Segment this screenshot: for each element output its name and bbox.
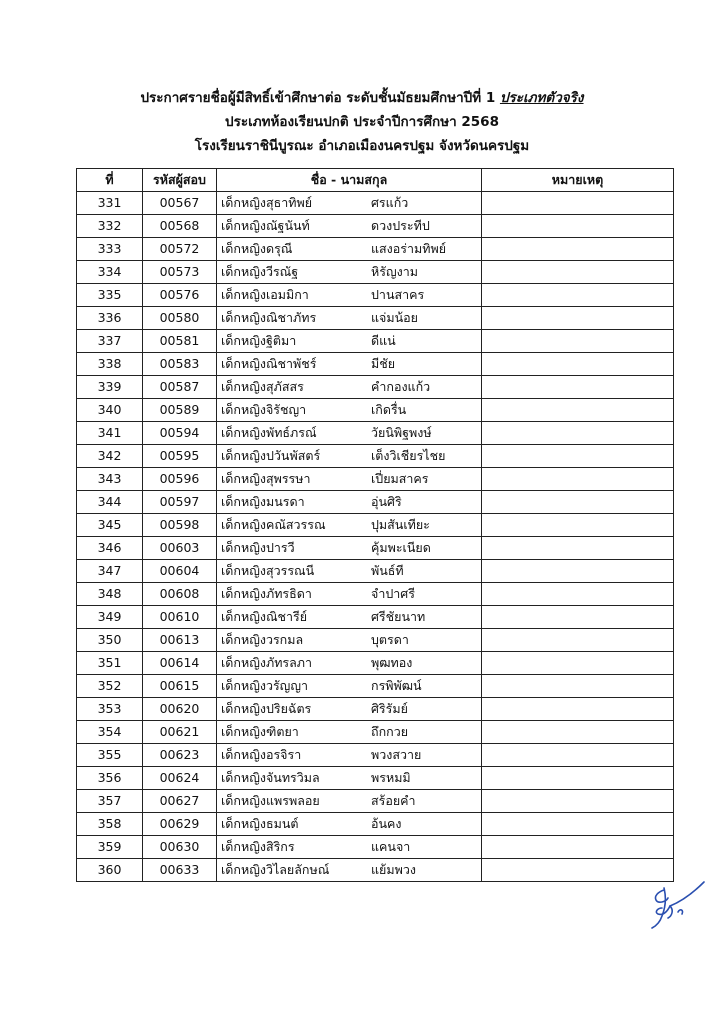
student-name bbox=[217, 721, 482, 744]
table-row bbox=[77, 330, 674, 353]
last-name: พันธ์ที bbox=[371, 563, 404, 578]
first-name: เด็กหญิงวิไลยลักษณ์ bbox=[221, 862, 330, 877]
table-row bbox=[77, 698, 674, 721]
row-number: 340 bbox=[77, 399, 143, 422]
row-number: 334 bbox=[77, 261, 143, 284]
last-name: สร้อยคำ bbox=[371, 793, 416, 808]
table-row bbox=[77, 514, 674, 537]
remark-cell bbox=[482, 698, 674, 721]
student-name bbox=[217, 307, 482, 330]
first-name: เด็กหญิงธมนต์ bbox=[221, 816, 299, 831]
remark-cell bbox=[482, 491, 674, 514]
exam-id: 00589 bbox=[143, 399, 217, 422]
last-name: วัยนิพิฐพงษ์ bbox=[371, 425, 432, 440]
first-name: เด็กหญิงณิชาภัทร bbox=[221, 310, 317, 325]
remark-cell bbox=[482, 399, 674, 422]
last-name: ปุมสันเทียะ bbox=[371, 517, 430, 532]
remark-cell bbox=[482, 813, 674, 836]
student-name bbox=[217, 192, 482, 215]
row-number: 352 bbox=[77, 675, 143, 698]
last-name: แคนจา bbox=[371, 839, 411, 854]
row-number: 358 bbox=[77, 813, 143, 836]
student-name bbox=[217, 445, 482, 468]
row-number: 331 bbox=[77, 192, 143, 215]
first-name: เด็กหญิงจันทรวิมล bbox=[221, 770, 320, 785]
student-name bbox=[217, 583, 482, 606]
remark-cell bbox=[482, 192, 674, 215]
document-header bbox=[0, 86, 724, 158]
remark-cell bbox=[482, 330, 674, 353]
remark-cell bbox=[482, 215, 674, 238]
last-name: หิรัญงาม bbox=[371, 264, 418, 279]
last-name: เปี่ยมสาคร bbox=[371, 471, 429, 486]
row-number: 349 bbox=[77, 606, 143, 629]
title-line-2: ประเภทห้องเรียนปกติ ประจำปีการศึกษา 2568 bbox=[225, 114, 499, 130]
exam-id: 00596 bbox=[143, 468, 217, 491]
row-number: 335 bbox=[77, 284, 143, 307]
row-number: 332 bbox=[77, 215, 143, 238]
table-row bbox=[77, 790, 674, 813]
exam-id: 00629 bbox=[143, 813, 217, 836]
table-row bbox=[77, 284, 674, 307]
exam-id: 00594 bbox=[143, 422, 217, 445]
row-number: 337 bbox=[77, 330, 143, 353]
student-name bbox=[217, 261, 482, 284]
remark-cell bbox=[482, 790, 674, 813]
row-number: 355 bbox=[77, 744, 143, 767]
exam-id: 00567 bbox=[143, 192, 217, 215]
table-row bbox=[77, 629, 674, 652]
last-name: ถึกกวย bbox=[371, 724, 409, 739]
last-name: บุตรดา bbox=[371, 632, 409, 647]
table-row bbox=[77, 583, 674, 606]
student-name bbox=[217, 629, 482, 652]
exam-id: 00581 bbox=[143, 330, 217, 353]
table-row bbox=[77, 192, 674, 215]
first-name: เด็กหญิงปริยฉัตร bbox=[221, 701, 312, 716]
row-number: 359 bbox=[77, 836, 143, 859]
exam-id: 00627 bbox=[143, 790, 217, 813]
first-name: เด็กหญิงแพรพลอย bbox=[221, 793, 320, 808]
col-header-no: ที่ bbox=[77, 169, 143, 192]
remark-cell bbox=[482, 629, 674, 652]
first-name: เด็กหญิงสุวรรณนี bbox=[221, 563, 315, 578]
first-name: เด็กหญิงภัทรธิดา bbox=[221, 586, 312, 601]
remark-cell bbox=[482, 468, 674, 491]
exam-id: 00614 bbox=[143, 652, 217, 675]
first-name: เด็กหญิงสุธาทิพย์ bbox=[221, 195, 313, 210]
row-number: 336 bbox=[77, 307, 143, 330]
student-name bbox=[217, 790, 482, 813]
title-line-1 bbox=[0, 86, 724, 110]
student-name bbox=[217, 836, 482, 859]
row-number: 333 bbox=[77, 238, 143, 261]
table-row bbox=[77, 813, 674, 836]
title-main: ประกาศรายชื่อผู้มีสิทธิ์เข้าศึกษาต่อ ระดับชั้นมัธยมศึกษาปีที่ 1 bbox=[140, 90, 500, 106]
last-name: แสงอร่ามทิพย์ bbox=[371, 241, 447, 256]
exam-id: 00624 bbox=[143, 767, 217, 790]
remark-cell bbox=[482, 583, 674, 606]
table-row bbox=[77, 422, 674, 445]
remark-cell bbox=[482, 721, 674, 744]
exam-id: 00572 bbox=[143, 238, 217, 261]
signature-mark bbox=[644, 876, 712, 932]
first-name: เด็กหญิงวีรณัฐ bbox=[221, 264, 299, 279]
last-name: แย้มพวง bbox=[371, 862, 416, 877]
table-header-row bbox=[77, 169, 674, 192]
student-name bbox=[217, 744, 482, 767]
student-name bbox=[217, 652, 482, 675]
table-row bbox=[77, 675, 674, 698]
last-name: ปานสาคร bbox=[371, 287, 425, 302]
row-number: 343 bbox=[77, 468, 143, 491]
exam-id: 00573 bbox=[143, 261, 217, 284]
row-number: 344 bbox=[77, 491, 143, 514]
table-row bbox=[77, 399, 674, 422]
table-row bbox=[77, 468, 674, 491]
remark-cell bbox=[482, 445, 674, 468]
row-number: 339 bbox=[77, 376, 143, 399]
exam-id: 00623 bbox=[143, 744, 217, 767]
first-name: เด็กหญิงภัทรลภา bbox=[221, 655, 313, 670]
remark-cell bbox=[482, 675, 674, 698]
student-name bbox=[217, 491, 482, 514]
table-row bbox=[77, 560, 674, 583]
remark-cell bbox=[482, 537, 674, 560]
table-row bbox=[77, 307, 674, 330]
table-row bbox=[77, 376, 674, 399]
last-name: เต็งวิเชียรไชย bbox=[371, 448, 446, 463]
last-name: คำกองแก้ว bbox=[371, 379, 431, 394]
remark-cell bbox=[482, 261, 674, 284]
remark-cell bbox=[482, 376, 674, 399]
remark-cell bbox=[482, 652, 674, 675]
remark-cell bbox=[482, 767, 674, 790]
exam-id: 00608 bbox=[143, 583, 217, 606]
exam-id: 00603 bbox=[143, 537, 217, 560]
row-number: 354 bbox=[77, 721, 143, 744]
first-name: เด็กหญิงฐิติมา bbox=[221, 333, 297, 348]
row-number: 360 bbox=[77, 859, 143, 882]
first-name: เด็กหญิงปารวี bbox=[221, 540, 295, 555]
first-name: เด็กหญิงสุภัสสร bbox=[221, 379, 304, 394]
row-number: 341 bbox=[77, 422, 143, 445]
exam-id: 00597 bbox=[143, 491, 217, 514]
student-name bbox=[217, 813, 482, 836]
exam-id: 00583 bbox=[143, 353, 217, 376]
remark-cell bbox=[482, 836, 674, 859]
student-name bbox=[217, 215, 482, 238]
table-row bbox=[77, 859, 674, 882]
remark-cell bbox=[482, 307, 674, 330]
student-name bbox=[217, 606, 482, 629]
first-name: เด็กหญิงอรจิรา bbox=[221, 747, 302, 762]
first-name: เด็กหญิงฑิตยา bbox=[221, 724, 299, 739]
last-name: ดีแน่ bbox=[371, 333, 396, 348]
exam-id: 00598 bbox=[143, 514, 217, 537]
exam-id: 00595 bbox=[143, 445, 217, 468]
last-name: ศิริรัมย์ bbox=[371, 701, 408, 716]
table-row bbox=[77, 491, 674, 514]
last-name: พวงสวาย bbox=[371, 747, 422, 762]
first-name: เด็กหญิงจิรัชญา bbox=[221, 402, 307, 417]
last-name: อุ่นศิริ bbox=[371, 494, 402, 509]
exam-id: 00620 bbox=[143, 698, 217, 721]
row-number: 356 bbox=[77, 767, 143, 790]
last-name: จำปาศรี bbox=[371, 586, 415, 601]
remark-cell bbox=[482, 422, 674, 445]
student-name bbox=[217, 514, 482, 537]
exam-id: 00610 bbox=[143, 606, 217, 629]
last-name: คุ้มพะเนียด bbox=[371, 540, 431, 555]
row-number: 357 bbox=[77, 790, 143, 813]
student-name bbox=[217, 238, 482, 261]
admission-list-table bbox=[76, 168, 674, 882]
first-name: เด็กหญิงณิชารีย์ bbox=[221, 609, 308, 624]
first-name: เด็กหญิงวรกมล bbox=[221, 632, 304, 647]
first-name: เด็กหญิงดรุณี bbox=[221, 241, 293, 256]
last-name: พรหมมิ bbox=[371, 770, 411, 785]
row-number: 350 bbox=[77, 629, 143, 652]
table-row bbox=[77, 606, 674, 629]
last-name: ศรแก้ว bbox=[371, 195, 409, 210]
col-header-exam-id: รหัสผู้สอบ bbox=[143, 169, 217, 192]
student-name bbox=[217, 284, 482, 307]
remark-cell bbox=[482, 744, 674, 767]
first-name: เด็กหญิงพัทธ์ภรณ์ bbox=[221, 425, 317, 440]
first-name: เด็กหญิงณิชาพัชร์ bbox=[221, 356, 317, 371]
exam-id: 00568 bbox=[143, 215, 217, 238]
title-type: ประเภทตัวจริง bbox=[499, 90, 584, 106]
first-name: เด็กหญิงวรัญญา bbox=[221, 678, 309, 693]
exam-id: 00621 bbox=[143, 721, 217, 744]
col-header-name: ชื่อ - นามสกุล bbox=[217, 169, 482, 192]
last-name: มีชัย bbox=[371, 356, 396, 371]
row-number: 342 bbox=[77, 445, 143, 468]
last-name: อ้นคง bbox=[371, 816, 402, 831]
exam-id: 00587 bbox=[143, 376, 217, 399]
exam-id: 00633 bbox=[143, 859, 217, 882]
student-name bbox=[217, 399, 482, 422]
row-number: 345 bbox=[77, 514, 143, 537]
table-row bbox=[77, 537, 674, 560]
last-name: แจ่มน้อย bbox=[371, 310, 418, 325]
row-number: 351 bbox=[77, 652, 143, 675]
remark-cell bbox=[482, 560, 674, 583]
row-number: 338 bbox=[77, 353, 143, 376]
first-name: เด็กหญิงปวันพัสตร์ bbox=[221, 448, 321, 463]
table-body bbox=[77, 192, 674, 882]
remark-cell bbox=[482, 284, 674, 307]
first-name: เด็กหญิงมนรดา bbox=[221, 494, 305, 509]
exam-id: 00580 bbox=[143, 307, 217, 330]
last-name: ศรีชัยนาท bbox=[371, 609, 426, 624]
student-name bbox=[217, 376, 482, 399]
student-name bbox=[217, 330, 482, 353]
student-name bbox=[217, 468, 482, 491]
first-name: เด็กหญิงคณัสวรรณ bbox=[221, 517, 326, 532]
student-name bbox=[217, 859, 482, 882]
table-row bbox=[77, 215, 674, 238]
first-name: เด็กหญิงสุพรรษา bbox=[221, 471, 311, 486]
table-row bbox=[77, 261, 674, 284]
first-name: เด็กหญิงเอมมิกา bbox=[221, 287, 309, 302]
student-name bbox=[217, 767, 482, 790]
last-name: ดวงประทีป bbox=[371, 218, 430, 233]
table-row bbox=[77, 836, 674, 859]
student-name bbox=[217, 698, 482, 721]
exam-id: 00615 bbox=[143, 675, 217, 698]
table-row bbox=[77, 767, 674, 790]
table-row bbox=[77, 353, 674, 376]
row-number: 348 bbox=[77, 583, 143, 606]
remark-cell bbox=[482, 514, 674, 537]
table-row bbox=[77, 721, 674, 744]
remark-cell bbox=[482, 238, 674, 261]
last-name: เกิดรื่น bbox=[371, 402, 407, 417]
first-name: เด็กหญิงณัฐนันท์ bbox=[221, 218, 310, 233]
student-name bbox=[217, 537, 482, 560]
remark-cell bbox=[482, 353, 674, 376]
remark-cell bbox=[482, 606, 674, 629]
exam-id: 00576 bbox=[143, 284, 217, 307]
table-row bbox=[77, 445, 674, 468]
col-header-remark: หมายเหตุ bbox=[482, 169, 674, 192]
exam-id: 00630 bbox=[143, 836, 217, 859]
last-name: กรพิพัฒน์ bbox=[371, 678, 422, 693]
row-number: 353 bbox=[77, 698, 143, 721]
title-line-3: โรงเรียนราชินีบูรณะ อำเภอเมืองนครปฐม จังหวัดนครปฐม bbox=[194, 138, 530, 154]
student-name bbox=[217, 675, 482, 698]
student-name bbox=[217, 353, 482, 376]
student-name bbox=[217, 422, 482, 445]
exam-id: 00604 bbox=[143, 560, 217, 583]
table-row bbox=[77, 652, 674, 675]
table-row bbox=[77, 744, 674, 767]
first-name: เด็กหญิงสิริกร bbox=[221, 839, 295, 854]
table-row bbox=[77, 238, 674, 261]
row-number: 347 bbox=[77, 560, 143, 583]
exam-id: 00613 bbox=[143, 629, 217, 652]
student-name bbox=[217, 560, 482, 583]
row-number: 346 bbox=[77, 537, 143, 560]
last-name: พุฒทอง bbox=[371, 655, 413, 670]
